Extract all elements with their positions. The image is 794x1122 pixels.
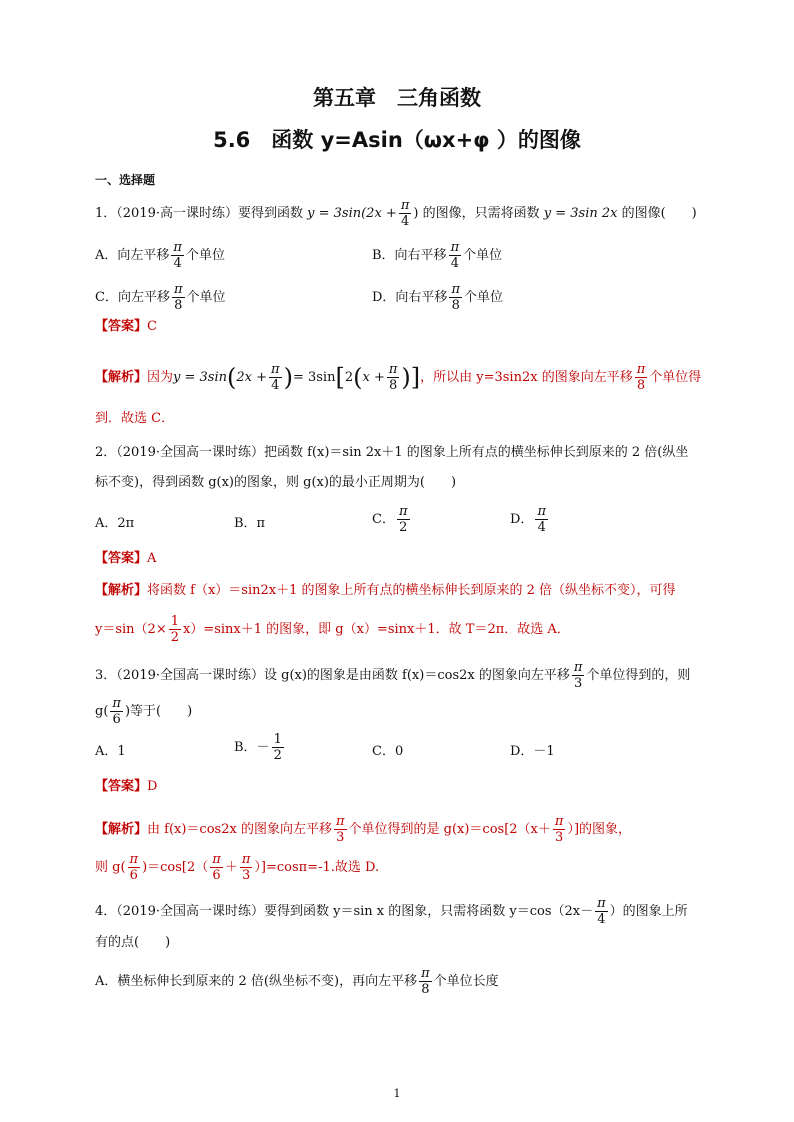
question-3-answer: 【答案】D <box>95 779 158 794</box>
question-1-analysis: 【解析】因为y = 3sin(2x + $\frac{\pi}{4}$ )= 3sin[2(x + $\frac{\pi}{8}$ )]，所以由 y=3sin2x 的图象向左平移 $\frac{\pi}{8}$ 个单位得 <box>95 362 702 393</box>
question-1-option-b: B．向右平移 $\frac{\pi}{4}$ 个单位 <box>372 240 503 271</box>
question-1-option-a: A．向左平移 $\frac{\pi}{4}$ 个单位 <box>95 240 225 271</box>
question-1-analysis-cont: 到．故选 C． <box>95 411 175 426</box>
question-2-option-b: B．π <box>234 516 266 531</box>
question-2-answer: 【答案】A <box>95 551 157 566</box>
section-heading: 一、选择题 <box>95 173 156 187</box>
question-2-option-c: C． $\frac{\pi}{2}$ <box>372 504 408 535</box>
question-3-analysis-2: 则 g( $\frac{\pi}{6}$ )＝cos[2（ $\frac{\pi}{6}$ ＋ $\frac{\pi}{3}$ ）]=cosπ=-1.故选 D. <box>95 852 380 883</box>
question-1-answer: 【答案】C <box>95 319 157 334</box>
question-3-option-c: C．0 <box>372 744 404 759</box>
question-3-analysis-1: 【解析】由 f(x)＝cos2x 的图象向左平移 $\frac{\pi}{3}$ 个单位得到的是 g(x)＝cos[2（x＋ $\frac{\pi}{3}$ ）]的图象， <box>95 814 632 845</box>
question-4-stem-2: 有的点( ) <box>95 935 171 950</box>
section-title: 5.6 函数 y=Asin（ωx+φ ）的图像 <box>213 128 581 152</box>
question-3-option-b: B．－ $\frac{1}{2}$ <box>234 732 282 763</box>
question-4-option-a: A．横坐标伸长到原来的 2 倍(纵坐标不变)，再向左平移 $\frac{\pi}{8}$ 个单位长度 <box>95 966 499 997</box>
page-number: 1 <box>393 1087 401 1100</box>
question-3-stem-2: g( $\frac{\pi}{6}$ )等于( ) <box>95 696 193 727</box>
question-1-option-c: C．向左平移 $\frac{\pi}{8}$ 个单位 <box>95 282 226 313</box>
question-2-stem-2: 标不变)，得到函数 g(x)的图象，则 g(x)的最小正周期为( ) <box>95 475 457 490</box>
question-2-analysis-1: 【解析】将函数 f（x）＝sin2x＋1 的图象上所有点的横坐标伸长到原来的 2 倍（纵坐标不变），可得 <box>95 583 676 598</box>
question-1-option-d: D．向右平移 $\frac{\pi}{8}$ 个单位 <box>372 282 503 313</box>
question-3-stem-1: 3．（2019·全国高一课时练）设 g(x)的图象是由函数 f(x)＝cos2x 的图象向左平移 $\frac{\pi}{3}$ 个单位得到的，则 <box>95 660 691 691</box>
question-2-option-d: D． $\frac{\pi}{4}$ <box>510 504 546 535</box>
question-3-option-d: D．－1 <box>510 744 555 759</box>
question-1-stem: 1．（2019·高一课时练）要得到函数 y = 3sin(2x + $\frac{\pi}{4}$ ) 的图像，只需将函数 y = 3sin 2x 的图像( ) <box>95 198 697 229</box>
fraction-pi-4: $\frac{\pi}{4}$ <box>400 198 410 229</box>
chapter-title: 第五章 三角函数 <box>313 86 481 110</box>
question-3-option-a: A．1 <box>95 744 126 759</box>
question-2-option-a: A．2π <box>95 516 135 531</box>
question-2-analysis-2: y＝sin（2× $\frac{1}{2}$ x）=sinx＋1 的图象，即 g（x）=sinx＋1．故 T＝2π．故选 A． <box>95 614 570 645</box>
question-2-stem-1: 2．（2019·全国高一课时练）把函数 f(x)＝sin 2x＋1 的图象上所有点的横坐标伸长到原来的 2 倍(纵坐 <box>95 445 689 460</box>
question-4-stem-1: 4．（2019·全国高一课时练）要得到函数 y＝sin x 的图象，只需将函数 y＝cos（2x－ $\frac{\pi}{4}$ ）的图象上所 <box>95 896 688 927</box>
